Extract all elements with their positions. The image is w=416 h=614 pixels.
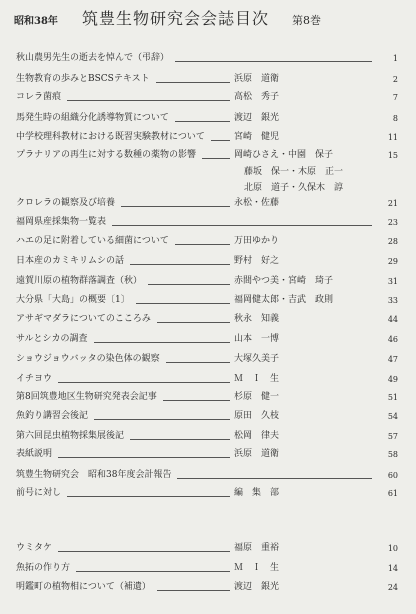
- entry-title: ハエの足に附着している細菌について: [16, 236, 169, 246]
- leader-line: [156, 82, 230, 83]
- entry-title: 前号に対し: [16, 488, 62, 498]
- entry-page-number: 8: [392, 114, 398, 123]
- toc-entry: [0, 113, 416, 129]
- entry-author: 浜原 道衛: [234, 449, 280, 459]
- entry-title: サルとシカの調査: [16, 334, 88, 344]
- entry-title: イチヨウ: [16, 374, 53, 384]
- toc-entry: [0, 236, 416, 252]
- toc-entry: [0, 488, 416, 504]
- leader-line: [175, 61, 372, 62]
- leader-line: [58, 382, 230, 383]
- entry-title: 第8回筑豊地区生物研究発表会記事: [16, 392, 157, 402]
- entry-title: アサギマダラについてのこころみ: [16, 314, 151, 324]
- leader-line: [94, 419, 230, 420]
- entry-page-number: 24: [387, 583, 398, 592]
- toc-entry: [0, 92, 416, 108]
- entry-page-number: 61: [387, 489, 398, 498]
- leader-line: [157, 590, 230, 591]
- leader-line: [202, 158, 230, 159]
- entry-title: 明鑑町の植物相について（補遺）: [16, 582, 151, 592]
- entry-title: コレラ菌痕: [16, 92, 62, 102]
- header-volume: 第8巻: [292, 14, 321, 27]
- toc-entry: [0, 374, 416, 390]
- entry-page-number: 54: [387, 412, 398, 421]
- entry-author: 福原 重裕: [234, 543, 280, 553]
- leader-line: [58, 457, 230, 458]
- entry-page-number: 51: [387, 393, 398, 402]
- entry-title: クロレラの観察及び培養: [16, 198, 116, 208]
- entry-page-number: 15: [387, 151, 398, 160]
- entry-page-number: 14: [387, 564, 398, 573]
- entry-author: Ｍ Ｉ 生: [234, 563, 280, 573]
- co-author-line: 北原 道子・久保木 諄: [244, 183, 344, 193]
- entry-author: 赤間やつ美・宮崎 琦子: [234, 276, 334, 286]
- entry-author: 万田ゆかり: [234, 236, 280, 246]
- entry-title: ウミタケ: [16, 543, 53, 553]
- entry-page-number: 2: [392, 75, 398, 84]
- entry-page-number: 11: [387, 133, 398, 142]
- entry-page-number: 28: [387, 237, 398, 246]
- leader-line: [136, 303, 230, 304]
- entry-page-number: 47: [387, 355, 398, 364]
- entry-author: 野村 好之: [234, 256, 280, 266]
- entry-title: 日本産のカミキリムシの話: [16, 256, 125, 266]
- entry-title: 大分県「大島」の概要〔1〕: [16, 295, 130, 305]
- entry-author: 渡辺 銀光: [234, 582, 280, 592]
- leader-line: [112, 225, 372, 226]
- page-title: 筑豊生物研究会会誌目次: [82, 9, 270, 28]
- entry-page-number: 49: [387, 375, 398, 384]
- toc-entry: [0, 582, 416, 598]
- toc-entry: [0, 431, 416, 447]
- entry-author: 編 集 部: [234, 488, 280, 498]
- entry-title: 魚拓の作り方: [16, 563, 71, 573]
- entry-page-number: 7: [392, 93, 398, 102]
- entry-title: プラナリアの再生に対する数種の薬物の影響: [16, 150, 197, 160]
- leader-line: [148, 284, 230, 285]
- toc-entry: [0, 132, 416, 148]
- entry-title: ショウジョウバッタの染色体の観察: [16, 354, 160, 364]
- leader-line: [76, 571, 230, 572]
- toc-entry: [0, 354, 416, 370]
- leader-line: [130, 264, 230, 265]
- toc-entry: [0, 198, 416, 214]
- toc-entry: [0, 53, 416, 69]
- entry-author: 高松 秀子: [234, 92, 280, 102]
- leader-line: [175, 244, 230, 245]
- toc-entry: [0, 217, 416, 233]
- entry-page-number: 31: [387, 277, 398, 286]
- toc-entry: [0, 150, 416, 166]
- entry-author: 岡崎ひさえ・中園 保子: [234, 150, 334, 160]
- leader-line: [58, 551, 230, 552]
- entry-title: 中学校理科教材における既習実験教材について: [16, 132, 205, 142]
- leader-line: [121, 206, 230, 207]
- entry-author: 松岡 律夫: [234, 431, 280, 441]
- entry-title: 福岡県産採集物一覧表: [16, 217, 107, 227]
- toc-entry: [0, 276, 416, 292]
- entry-page-number: 60: [387, 471, 398, 480]
- entry-page-number: 23: [387, 218, 398, 227]
- toc-entry: [0, 543, 416, 559]
- entry-author: 永松・佐藤: [234, 198, 280, 208]
- leader-line: [67, 100, 230, 101]
- entry-page-number: 58: [387, 450, 398, 459]
- entry-title: 馬発生時の組織分化誘導物質について: [16, 113, 169, 123]
- leader-line: [163, 400, 230, 401]
- entry-title: 第六回昆虫植物採集展後記: [16, 431, 125, 441]
- co-author-line: 藤坂 保一・木原 正一: [244, 167, 344, 177]
- leader-line: [67, 496, 230, 497]
- toc-entry: [0, 256, 416, 272]
- toc-entry: [0, 295, 416, 311]
- entry-title: 表紙説明: [16, 449, 53, 459]
- entry-title: 秋山農男先生の逝去を悼んで（弔辞）: [16, 53, 170, 63]
- entry-author: 宮崎 健児: [234, 132, 280, 142]
- entry-author: Ｍ Ｉ 生: [234, 374, 280, 384]
- toc-entry: [0, 392, 416, 408]
- entry-author: 浜原 道衛: [234, 74, 280, 84]
- header: [0, 4, 416, 38]
- leader-line: [166, 362, 230, 363]
- toc-entry: [0, 314, 416, 330]
- entry-author: 福岡健太郎・吉武 政則: [234, 295, 334, 305]
- entry-page-number: 29: [387, 257, 398, 266]
- leader-line: [211, 140, 230, 141]
- entry-author: 山本 一博: [234, 334, 280, 344]
- leader-line: [157, 322, 230, 323]
- toc-entry: [0, 334, 416, 350]
- entry-page-number: 21: [387, 199, 398, 208]
- entry-title: 生物教育の歩みとBSCSテキスト: [16, 74, 150, 84]
- entry-page-number: 1: [392, 54, 398, 63]
- entry-title: 遠賀川原の植物群落調査（秋）: [16, 276, 143, 286]
- entry-page-number: 44: [387, 315, 398, 324]
- entry-title: 筑豊生物研究会 昭和38年度会計報告: [16, 470, 172, 480]
- entry-page-number: 33: [387, 296, 398, 305]
- entry-author: 秋永 知義: [234, 314, 280, 324]
- entry-author: 大塚久美子: [234, 354, 280, 364]
- entry-page-number: 10: [387, 544, 398, 553]
- header-era: 昭和38年: [14, 16, 58, 27]
- toc-entry: [0, 74, 416, 90]
- entry-title: 魚釣り講習会後記: [16, 411, 89, 421]
- entry-page-number: 46: [387, 335, 398, 344]
- toc-entry: [0, 411, 416, 427]
- toc-entry: [0, 470, 416, 486]
- leader-line: [177, 478, 372, 479]
- leader-line: [175, 121, 230, 122]
- leader-line: [94, 342, 230, 343]
- entry-author: 渡辺 銀光: [234, 113, 280, 123]
- entry-page-number: 57: [387, 432, 398, 441]
- entry-author: 原田 久枝: [234, 411, 280, 421]
- toc-entry: [0, 563, 416, 579]
- entry-author: 杉原 健一: [234, 392, 280, 402]
- leader-line: [130, 439, 230, 440]
- toc-entry: [0, 449, 416, 465]
